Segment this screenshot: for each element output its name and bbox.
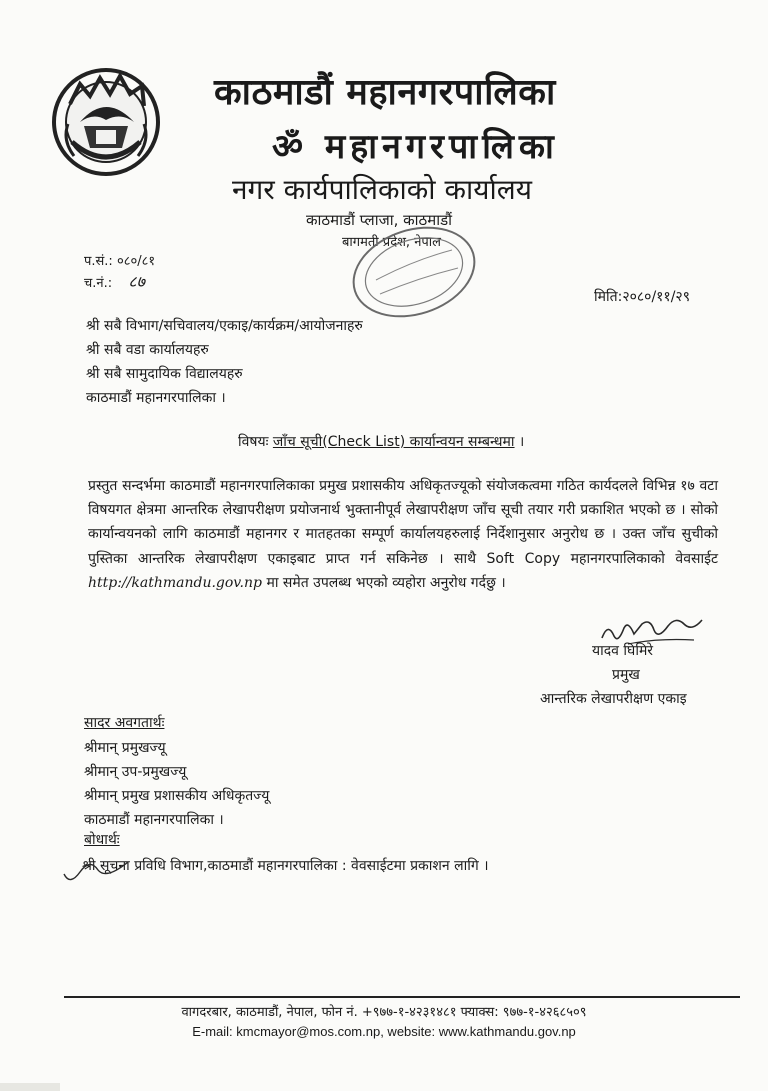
copy-recipient: श्रीमान् उप-प्रमुखज्यू <box>84 764 187 780</box>
office-address: काठमाडौं प्लाजा, काठमाडौं <box>306 211 453 229</box>
copies-heading: सादर अवगतार्थः <box>84 715 165 731</box>
website-link[interactable]: http://kathmandu.gov.np <box>88 574 262 591</box>
calligraphic-title: ॐ महानगरपालिका <box>272 127 559 167</box>
info-recipient: श्री सूचना प्रविधि विभाग,काठमाडौं महानगरपालिका : वेवसाईटमा प्रकाशन लागि । <box>82 858 489 874</box>
municipality-title: काठमाडौं महानगरपालिका <box>214 72 556 113</box>
subject-text: जाँच सूची(Check List) कार्यान्वयन सम्बन्धमा <box>272 434 515 450</box>
addressee-line: श्री सबै सामुदायिक विद्यालयहरु <box>86 366 243 382</box>
addressee-line: श्री सबै वडा कार्यालयहरु <box>86 342 209 358</box>
footer-contact: वागदरबार, काठमाडौं, नेपाल, फोन नं. +९७७-१-४२३१४८१ फ्याक्स: ९७७-१-४२६८५०९ <box>181 1005 587 1020</box>
chalani-label: च.नं.: <box>84 276 113 291</box>
body-end: मा समेत उपलब्ध भएको व्यहोरा अनुरोध गर्दछु । <box>266 574 506 591</box>
addressee-line: काठमाडौं महानगरपालिका । <box>86 390 226 406</box>
letter-date: मिति:२०८०/११/२९ <box>594 289 690 305</box>
province-line: बागमती प्रदेश, नेपाल <box>342 235 441 250</box>
copy-recipient: श्रीमान् प्रमुख प्रशासकीय अधिकृतज्यू <box>84 788 270 804</box>
chalani-value: ८७ <box>128 272 145 291</box>
patra-sankhya-value: ०८०/८१ <box>116 254 156 269</box>
addressee-line: श्री सबै विभाग/सचिवालय/एकाइ/कार्यक्रम/आयोजनाहरु <box>86 318 363 334</box>
patra-sankhya-label: प.सं.: <box>84 254 113 269</box>
office-title: नगर कार्यपालिकाको कार्यालय <box>232 173 532 206</box>
copy-recipient: श्रीमान् प्रमुखज्यू <box>84 740 166 756</box>
subject-label: विषयः <box>238 434 269 450</box>
body-paragraph <box>88 474 718 595</box>
chalani-number <box>84 270 145 292</box>
subject-end: । <box>514 434 525 450</box>
footer-email-website: E-mail: kmcmayor@mos.com.np, website: www.kathmandu.gov.np <box>192 1024 576 1039</box>
info-heading: बोधार्थः <box>84 832 120 848</box>
copy-recipient: काठमाडौं महानगरपालिका । <box>84 812 224 828</box>
body-text: प्रस्तुत सन्दर्भमा काठमाडौं महानगरपालिकाका प्रमुख प्रशासकीय अधिकृतज्यूको संयोजकत्वमा गठित कार्यदलले विभिन्न १७ वटा विषयगत क्षेत्रमा आन्तरिक लेखापरीक्षण प्रयोजनार्थ भुक्तानीपूर्व लेखापरीक्षण जाँच सूची तयार गरी प्रकाशित भएको छ । सोको कार्यान्वयनको लागि काठमाडौं महानगर र मातहतका सम्पूर्ण कार्यालयहरुलाई निर्देशानुसार अनुरोध छ । उक्त जाँच सुचीको पुस्तिका आन्तरिक लेखापरीक्षण एकाइबाट प्राप्त गर्न सकिनेछ । साथै Soft Copy महानगरपालिकाको वेवसाईट <box>88 478 718 567</box>
page-edge <box>0 1083 60 1091</box>
pen-mark-icon <box>62 852 132 886</box>
signatory-post: प्रमुख <box>612 667 640 683</box>
signatory-unit: आन्तरिक लेखापरीक्षण एकाइ <box>540 691 687 707</box>
signatory-name: यादव घिमिरे <box>592 643 654 659</box>
office-stamp-icon <box>326 220 486 320</box>
kmc-emblem-icon <box>50 64 162 180</box>
patra-sankhya <box>84 251 155 269</box>
footer-divider <box>64 996 740 998</box>
subject-line <box>238 432 524 451</box>
